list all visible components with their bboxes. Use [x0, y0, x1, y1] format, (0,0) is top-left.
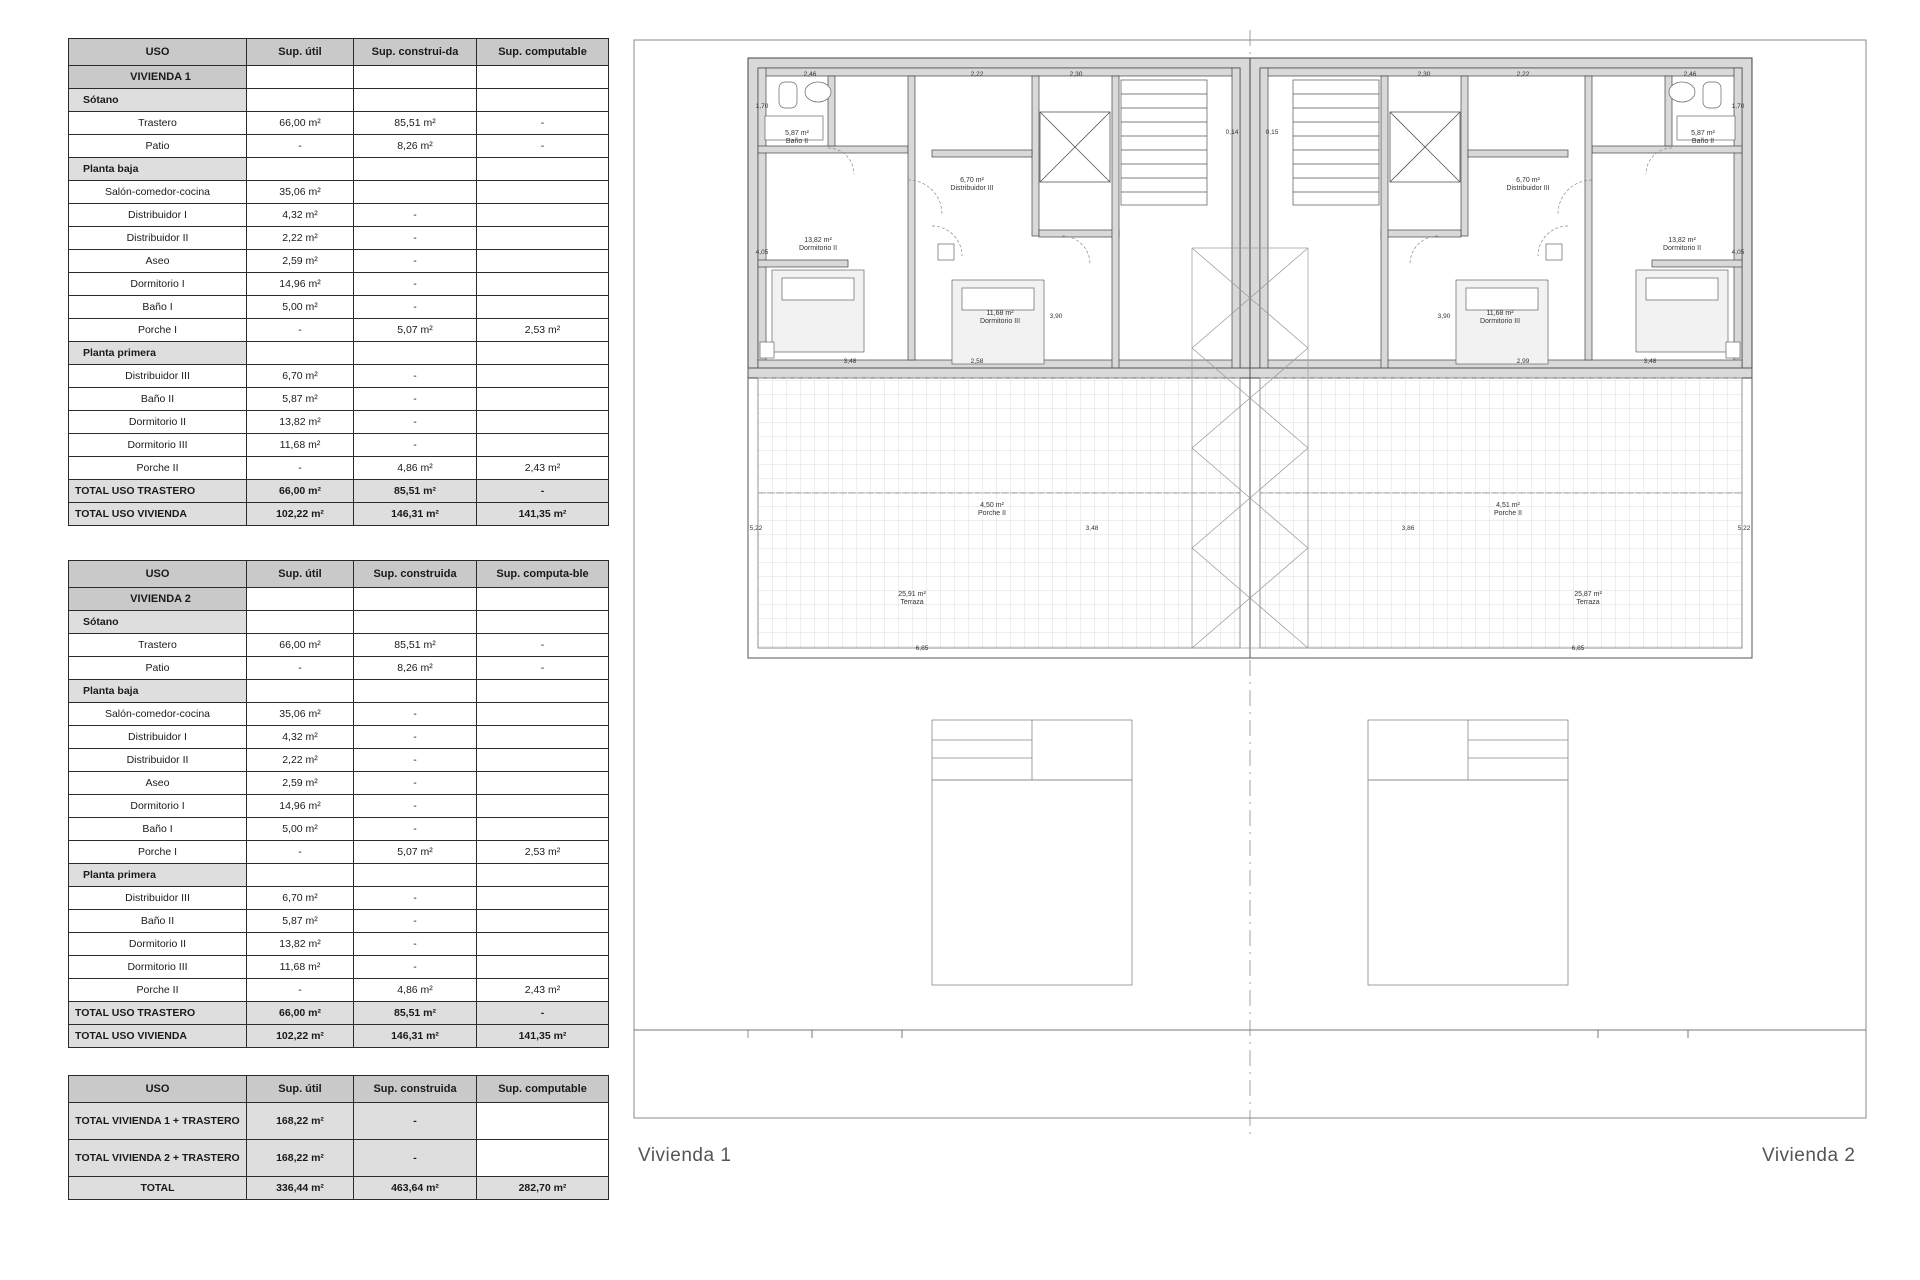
cell: 66,00 m² — [247, 112, 354, 135]
cell: 2,43 m² — [477, 457, 609, 480]
svg-text:Baño II: Baño II — [785, 138, 809, 145]
cell: - — [354, 1103, 477, 1140]
table-row-total — [69, 503, 609, 526]
cell — [247, 864, 354, 887]
table-header-row — [69, 39, 609, 66]
svg-text:Terraza: Terraza — [1576, 599, 1600, 606]
row-label: Aseo — [69, 250, 247, 273]
cell — [247, 89, 354, 112]
svg-text:0,15: 0,15 — [1265, 129, 1279, 136]
cell — [477, 66, 609, 89]
cell: - — [354, 273, 477, 296]
table-row — [69, 726, 609, 749]
cell — [477, 411, 609, 434]
cell: - — [477, 657, 609, 680]
cell: 146,31 m² — [354, 1025, 477, 1048]
cell: - — [247, 319, 354, 342]
table-row — [69, 250, 609, 273]
row-label: Distribuidor III — [69, 365, 247, 388]
cell: 2,59 m² — [247, 250, 354, 273]
cell: 6,70 m² — [247, 887, 354, 910]
table-row — [69, 457, 609, 480]
svg-text:Terraza: Terraza — [900, 599, 924, 606]
row-label: Distribuidor II — [69, 749, 247, 772]
svg-text:5,22: 5,22 — [1737, 525, 1751, 532]
row-label: Patio — [69, 135, 247, 158]
cell: 4,32 m² — [247, 726, 354, 749]
table-row — [69, 388, 609, 411]
svg-text:Porche II: Porche II — [1493, 510, 1523, 517]
col-sup-util: Sup. útil — [247, 561, 354, 588]
cell — [477, 818, 609, 841]
cell — [247, 680, 354, 703]
row-label: Dormitorio I — [69, 273, 247, 296]
cell: 11,68 m² — [247, 434, 354, 457]
col-uso: USO — [69, 1076, 247, 1103]
cell: 8,26 m² — [354, 657, 477, 680]
row-label: Distribuidor II — [69, 227, 247, 250]
cell: - — [477, 1002, 609, 1025]
table-row — [69, 680, 609, 703]
cell: 2,22 m² — [247, 749, 354, 772]
row-label: TOTAL VIVIENDA 1 + TRASTERO — [69, 1103, 247, 1140]
cell: - — [354, 365, 477, 388]
cell: 35,06 m² — [247, 703, 354, 726]
cell: - — [477, 135, 609, 158]
svg-text:11,68 m²: 11,68 m² — [986, 310, 1014, 317]
cell: 336,44 m² — [247, 1177, 354, 1200]
cell: 35,06 m² — [247, 181, 354, 204]
cell: - — [354, 227, 477, 250]
cell: 5,07 m² — [354, 841, 477, 864]
col-sup-construida: Sup. construi-da — [354, 39, 477, 66]
col-sup-computable: Sup. computa-ble — [477, 561, 609, 588]
cell — [477, 158, 609, 181]
row-label: TOTAL — [69, 1177, 247, 1200]
cell — [477, 1103, 609, 1140]
col-sup-computable: Sup. computable — [477, 1076, 609, 1103]
cell — [477, 703, 609, 726]
cell: - — [354, 703, 477, 726]
table-vivienda-1 — [68, 38, 609, 526]
svg-text:4,05: 4,05 — [1731, 249, 1745, 256]
cell: 2,53 m² — [477, 841, 609, 864]
row-label: Patio — [69, 657, 247, 680]
row-label: TOTAL USO VIVIENDA — [69, 503, 247, 526]
cell: 141,35 m² — [477, 1025, 609, 1048]
svg-text:3,90: 3,90 — [1437, 313, 1451, 320]
table-vivienda-2 — [68, 560, 609, 1048]
svg-text:4,51 m²: 4,51 m² — [1496, 502, 1520, 509]
table-row — [69, 611, 609, 634]
svg-text:2,46: 2,46 — [1683, 71, 1697, 78]
table-row-total — [69, 1002, 609, 1025]
cell — [247, 66, 354, 89]
cell: 5,87 m² — [247, 388, 354, 411]
row-label: Trastero — [69, 634, 247, 657]
svg-text:11,68 m²: 11,68 m² — [1486, 310, 1514, 317]
cell: - — [477, 112, 609, 135]
svg-text:Dormitorio III: Dormitorio III — [979, 318, 1021, 325]
cell: 8,26 m² — [354, 135, 477, 158]
row-label: Distribuidor III — [69, 887, 247, 910]
row-label: Planta baja — [69, 680, 247, 703]
cell: 4,32 m² — [247, 204, 354, 227]
svg-text:2,58: 2,58 — [970, 358, 984, 365]
svg-text:2,46: 2,46 — [803, 71, 817, 78]
svg-text:3,86: 3,86 — [1401, 525, 1415, 532]
table-row — [69, 910, 609, 933]
cell: - — [247, 979, 354, 1002]
cell — [354, 342, 477, 365]
floor-plan-drawing — [632, 30, 1868, 1140]
row-label: Baño II — [69, 388, 247, 411]
cell: - — [354, 204, 477, 227]
svg-text:Dormitorio II: Dormitorio II — [1662, 245, 1702, 252]
table-row — [69, 795, 609, 818]
table-row — [69, 89, 609, 112]
svg-text:Baño II: Baño II — [1691, 138, 1715, 145]
row-label: Dormitorio II — [69, 411, 247, 434]
cell: - — [354, 296, 477, 319]
cell: 168,22 m² — [247, 1140, 354, 1177]
table-row — [69, 158, 609, 181]
table-row — [69, 411, 609, 434]
cell: - — [354, 933, 477, 956]
row-label: Trastero — [69, 112, 247, 135]
row-label: Porche II — [69, 457, 247, 480]
svg-text:2,22: 2,22 — [1516, 71, 1530, 78]
cell: - — [247, 457, 354, 480]
cell — [354, 588, 477, 611]
svg-text:6,70 m²: 6,70 m² — [960, 177, 984, 184]
cell: 85,51 m² — [354, 480, 477, 503]
svg-text:6,70 m²: 6,70 m² — [1516, 177, 1540, 184]
row-label: Baño I — [69, 818, 247, 841]
row-label: Porche II — [69, 979, 247, 1002]
cell — [477, 749, 609, 772]
cell: 85,51 m² — [354, 112, 477, 135]
row-label: Dormitorio III — [69, 434, 247, 457]
cell: 463,64 m² — [354, 1177, 477, 1200]
row-label: Distribuidor I — [69, 204, 247, 227]
svg-text:6,85: 6,85 — [915, 645, 929, 652]
cell: 141,35 m² — [477, 503, 609, 526]
caption-vivienda-1: Vivienda 1 — [638, 1145, 732, 1166]
table-row — [69, 933, 609, 956]
cell: 11,68 m² — [247, 956, 354, 979]
cell — [354, 89, 477, 112]
cell — [477, 434, 609, 457]
svg-text:3,48: 3,48 — [1085, 525, 1099, 532]
row-label: Dormitorio I — [69, 795, 247, 818]
cell: 5,87 m² — [247, 910, 354, 933]
table-row — [69, 772, 609, 795]
cell: - — [354, 726, 477, 749]
cell — [477, 273, 609, 296]
col-sup-computable: Sup. computable — [477, 39, 609, 66]
col-sup-construida: Sup. construida — [354, 561, 477, 588]
col-sup-util: Sup. útil — [247, 1076, 354, 1103]
table-header-row — [69, 561, 609, 588]
svg-text:2,99: 2,99 — [1516, 358, 1530, 365]
svg-text:4,50 m²: 4,50 m² — [980, 502, 1004, 509]
row-label: Planta baja — [69, 158, 247, 181]
table-row — [69, 841, 609, 864]
svg-text:3,48: 3,48 — [843, 358, 857, 365]
svg-text:Dormitorio II: Dormitorio II — [798, 245, 838, 252]
svg-text:Dormitorio III: Dormitorio III — [1479, 318, 1521, 325]
svg-text:0,14: 0,14 — [1225, 129, 1239, 136]
table-row — [69, 703, 609, 726]
svg-text:5,87 m²: 5,87 m² — [785, 130, 809, 137]
row-label: TOTAL USO TRASTERO — [69, 480, 247, 503]
table-row — [69, 864, 609, 887]
table-row — [69, 434, 609, 457]
table-row — [69, 296, 609, 319]
row-label: Aseo — [69, 772, 247, 795]
cell: 66,00 m² — [247, 1002, 354, 1025]
cell: - — [354, 250, 477, 273]
svg-text:25,87 m²: 25,87 m² — [1574, 591, 1602, 598]
cell: 4,86 m² — [354, 457, 477, 480]
col-uso: USO — [69, 561, 247, 588]
table-row — [69, 365, 609, 388]
cell — [477, 365, 609, 388]
cell — [477, 795, 609, 818]
svg-text:5,22: 5,22 — [749, 525, 763, 532]
table-row-total — [69, 1025, 609, 1048]
table-row — [69, 135, 609, 158]
cell — [354, 181, 477, 204]
row-label: Distribuidor I — [69, 726, 247, 749]
svg-text:5,87 m²: 5,87 m² — [1691, 130, 1715, 137]
cell: - — [354, 388, 477, 411]
cell: 13,82 m² — [247, 411, 354, 434]
cell: 2,53 m² — [477, 319, 609, 342]
cell — [477, 181, 609, 204]
table-row-total — [69, 1177, 609, 1200]
col-sup-construida: Sup. construida — [354, 1076, 477, 1103]
cell: 2,22 m² — [247, 227, 354, 250]
row-label: VIVIENDA 2 — [69, 588, 247, 611]
cell: - — [354, 887, 477, 910]
svg-text:4,05: 4,05 — [755, 249, 769, 256]
row-label: VIVIENDA 1 — [69, 66, 247, 89]
cell — [354, 611, 477, 634]
cell: 2,59 m² — [247, 772, 354, 795]
svg-text:Distribuidor III: Distribuidor III — [950, 185, 994, 192]
cell: 5,00 m² — [247, 818, 354, 841]
table-row — [69, 588, 609, 611]
cell — [477, 680, 609, 703]
svg-text:2,30: 2,30 — [1069, 71, 1083, 78]
cell — [477, 956, 609, 979]
svg-text:1,70: 1,70 — [755, 103, 769, 110]
svg-text:Distribuidor III: Distribuidor III — [1506, 185, 1550, 192]
cell — [477, 1140, 609, 1177]
table-row — [69, 112, 609, 135]
table-row — [69, 657, 609, 680]
cell: 85,51 m² — [354, 634, 477, 657]
cell: - — [354, 411, 477, 434]
cell — [477, 227, 609, 250]
cell — [477, 89, 609, 112]
cell: 13,82 m² — [247, 933, 354, 956]
row-label: TOTAL USO VIVIENDA — [69, 1025, 247, 1048]
svg-text:6,85: 6,85 — [1571, 645, 1585, 652]
cell — [477, 342, 609, 365]
row-label: Salón-comedor-cocina — [69, 703, 247, 726]
svg-text:2,30: 2,30 — [1417, 71, 1431, 78]
cell — [354, 158, 477, 181]
col-sup-util: Sup. útil — [247, 39, 354, 66]
cell: - — [354, 956, 477, 979]
cell: 5,07 m² — [354, 319, 477, 342]
row-label: Dormitorio II — [69, 933, 247, 956]
cell — [247, 158, 354, 181]
svg-text:3,90: 3,90 — [1049, 313, 1063, 320]
table-row — [69, 634, 609, 657]
svg-text:13,82 m²: 13,82 m² — [1668, 237, 1696, 244]
svg-text:25,91 m²: 25,91 m² — [898, 591, 926, 598]
table-row — [69, 749, 609, 772]
svg-text:1,70: 1,70 — [1731, 103, 1745, 110]
cell — [477, 910, 609, 933]
cell: 4,86 m² — [354, 979, 477, 1002]
cell — [354, 864, 477, 887]
cell: - — [354, 434, 477, 457]
caption-vivienda-2: Vivienda 2 — [1762, 1145, 1856, 1166]
col-uso: USO — [69, 39, 247, 66]
cell — [477, 726, 609, 749]
cell: - — [247, 135, 354, 158]
cell: 66,00 m² — [247, 480, 354, 503]
table-row-total — [69, 1140, 609, 1177]
cell: - — [247, 841, 354, 864]
cell: 66,00 m² — [247, 634, 354, 657]
row-label: Baño II — [69, 910, 247, 933]
cell: 2,43 m² — [477, 979, 609, 1002]
cell: 282,70 m² — [477, 1177, 609, 1200]
table-row — [69, 66, 609, 89]
cell — [477, 250, 609, 273]
row-label: Porche I — [69, 841, 247, 864]
cell — [477, 864, 609, 887]
cell — [477, 772, 609, 795]
table-row — [69, 887, 609, 910]
table-row — [69, 342, 609, 365]
table-row — [69, 181, 609, 204]
cell: - — [477, 634, 609, 657]
cell: 6,70 m² — [247, 365, 354, 388]
row-label: Dormitorio III — [69, 956, 247, 979]
table-row — [69, 319, 609, 342]
row-label: Sótano — [69, 89, 247, 112]
row-label: Planta primera — [69, 864, 247, 887]
cell — [477, 204, 609, 227]
cell: - — [354, 795, 477, 818]
table-row-total — [69, 1103, 609, 1140]
cell: 85,51 m² — [354, 1002, 477, 1025]
cell — [477, 588, 609, 611]
table-row — [69, 818, 609, 841]
cell — [247, 611, 354, 634]
cell — [247, 342, 354, 365]
cell: 168,22 m² — [247, 1103, 354, 1140]
cell: 14,96 m² — [247, 273, 354, 296]
cell: - — [354, 818, 477, 841]
svg-text:Porche II: Porche II — [977, 510, 1007, 517]
row-label: TOTAL VIVIENDA 2 + TRASTERO — [69, 1140, 247, 1177]
table-row — [69, 979, 609, 1002]
table-row — [69, 204, 609, 227]
table-row — [69, 227, 609, 250]
svg-text:2,22: 2,22 — [970, 71, 984, 78]
table-totales — [68, 1075, 609, 1200]
cell: 14,96 m² — [247, 795, 354, 818]
cell — [354, 66, 477, 89]
cell — [477, 388, 609, 411]
cell: 146,31 m² — [354, 503, 477, 526]
cell — [477, 887, 609, 910]
cell: - — [354, 749, 477, 772]
svg-text:13,82 m²: 13,82 m² — [804, 237, 832, 244]
row-label: Sótano — [69, 611, 247, 634]
cell — [477, 933, 609, 956]
table-row — [69, 956, 609, 979]
cell — [354, 680, 477, 703]
cell: 102,22 m² — [247, 1025, 354, 1048]
row-label: Salón-comedor-cocina — [69, 181, 247, 204]
cell: 102,22 m² — [247, 503, 354, 526]
cell — [477, 611, 609, 634]
cell: - — [354, 910, 477, 933]
cell: - — [477, 480, 609, 503]
row-label: Porche I — [69, 319, 247, 342]
cell: - — [354, 772, 477, 795]
cell: 5,00 m² — [247, 296, 354, 319]
table-header-row — [69, 1076, 609, 1103]
row-label: Baño I — [69, 296, 247, 319]
cell — [247, 588, 354, 611]
cell — [477, 296, 609, 319]
cell: - — [247, 657, 354, 680]
row-label: Planta primera — [69, 342, 247, 365]
table-row — [69, 273, 609, 296]
table-row-total — [69, 480, 609, 503]
row-label: TOTAL USO TRASTERO — [69, 1002, 247, 1025]
svg-text:3,48: 3,48 — [1643, 358, 1657, 365]
cell: - — [354, 1140, 477, 1177]
